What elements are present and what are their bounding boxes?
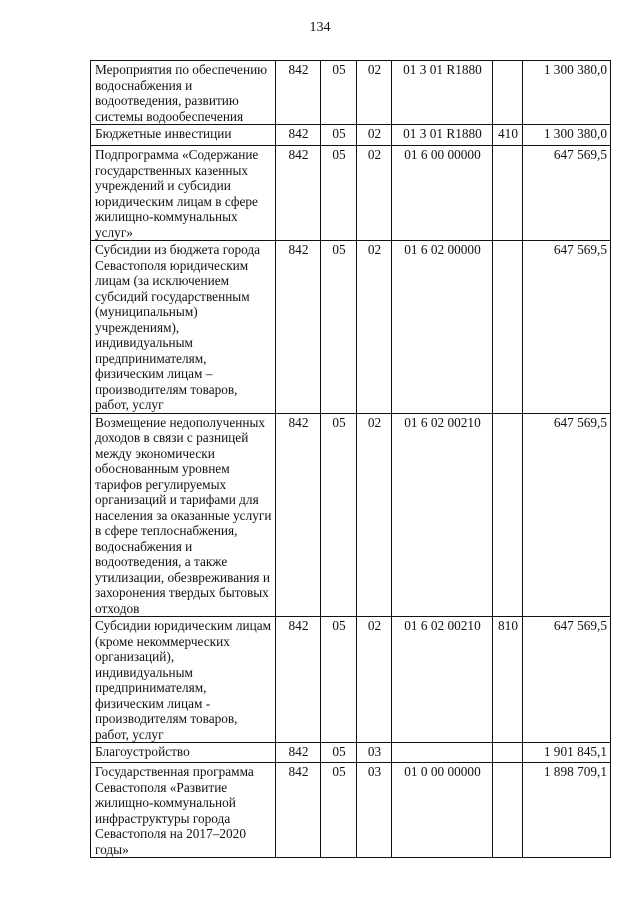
row-sum: 647 569,5 [523,617,611,743]
row-vr [493,763,523,858]
row-pr: 02 [357,241,392,414]
row-name: Субсидии юридическим лицам (кроме некоммерческих организаций), индивидуальным предпринимателям, физическим лицам - производителям товаров, работ, услуг [91,617,276,743]
row-pr: 03 [357,743,392,763]
row-ved: 842 [276,617,321,743]
row-ved: 842 [276,413,321,617]
row-rz: 05 [321,763,357,858]
row-rz: 05 [321,743,357,763]
row-rz: 05 [321,146,357,241]
row-rz: 05 [321,413,357,617]
row-sum: 1 898 709,1 [523,763,611,858]
row-name: Подпрограмма «Содержание государственных казенных учреждений и субсидии юридическим лицам в сфере жилищно-коммунальных услуг» [91,146,276,241]
row-ved: 842 [276,743,321,763]
table-row [91,146,611,241]
row-rz: 05 [321,125,357,146]
table-row [91,241,611,414]
row-sum: 647 569,5 [523,413,611,617]
row-sum: 1 300 380,0 [523,125,611,146]
row-vr [493,413,523,617]
row-sum: 1 300 380,0 [523,61,611,125]
row-csr [392,743,493,763]
table-row [91,61,611,125]
page-number: 134 [309,20,331,35]
row-csr: 01 0 00 00000 [392,763,493,858]
row-name: Благоустройство [91,743,276,763]
row-csr: 01 6 02 00000 [392,241,493,414]
row-name: Бюджетные инвестиции [91,125,276,146]
row-vr [493,241,523,414]
row-ved: 842 [276,146,321,241]
row-pr: 03 [357,763,392,858]
row-rz: 05 [321,61,357,125]
row-pr: 02 [357,61,392,125]
table-row [91,617,611,743]
row-vr [493,743,523,763]
row-rz: 05 [321,617,357,743]
table-row [91,413,611,617]
table-row [91,743,611,763]
row-vr [493,146,523,241]
row-csr: 01 3 01 R1880 [392,61,493,125]
row-csr: 01 3 01 R1880 [392,125,493,146]
table-row [91,125,611,146]
row-name: Возмещение недополученных доходов в связи с разницей между экономически обоснованным уровнем тарифов регулируемых организаций и тарифами для населения за оказанные услуги в сфере теплоснабжения, водоснабжения и водоотведения, а также утилизации, обезвреживания и захоронения твердых бытовых отходов [91,413,276,617]
row-ved: 842 [276,61,321,125]
row-ved: 842 [276,125,321,146]
row-ved: 842 [276,763,321,858]
row-csr: 01 6 02 00210 [392,617,493,743]
row-rz: 05 [321,241,357,414]
row-vr: 410 [493,125,523,146]
table-row [91,763,611,858]
row-pr: 02 [357,617,392,743]
row-sum: 647 569,5 [523,146,611,241]
row-pr: 02 [357,125,392,146]
row-name: Субсидии из бюджета города Севастополя юридическим лицам (за исключением субсидий государственным (муниципальным) учреждениям), индивидуальным предпринимателям, физическим лицам – производителям товаров, работ, услуг [91,241,276,414]
row-name: Мероприятия по обеспечению водоснабжения и водоотведения, развитию системы водообеспечения [91,61,276,125]
row-pr: 02 [357,413,392,617]
row-vr [493,61,523,125]
row-csr: 01 6 00 00000 [392,146,493,241]
row-sum: 647 569,5 [523,241,611,414]
row-sum: 1 901 845,1 [523,743,611,763]
row-csr: 01 6 02 00210 [392,413,493,617]
row-name: Государственная программа Севастополя «Развитие жилищно-коммунальной инфраструктуры города Севастополя на 2017–2020 годы» [91,763,276,858]
row-vr: 810 [493,617,523,743]
budget-table [90,60,611,858]
row-pr: 02 [357,146,392,241]
row-ved: 842 [276,241,321,414]
